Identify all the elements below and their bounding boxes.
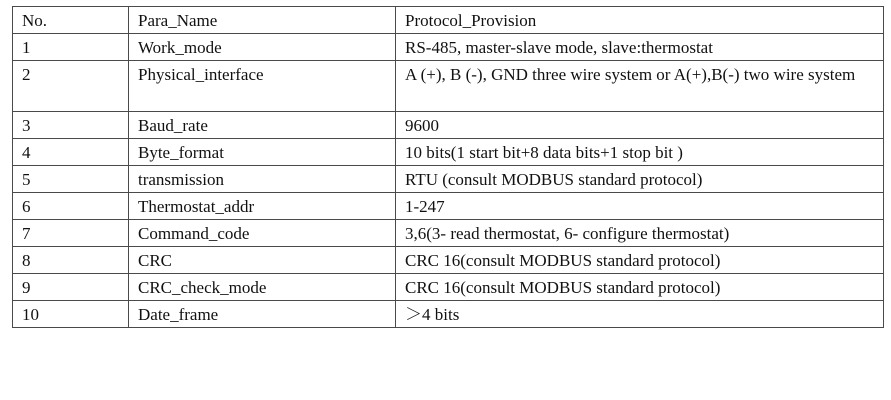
header-para-name: Para_Name xyxy=(129,7,396,34)
cell-no: 2 xyxy=(13,61,129,112)
cell-no: 7 xyxy=(13,220,129,247)
table-row xyxy=(13,301,884,328)
cell-protocol-provision: RS-485, master-slave mode, slave:thermostat xyxy=(396,34,884,61)
table-row xyxy=(13,247,884,274)
table-row xyxy=(13,112,884,139)
table-row xyxy=(13,166,884,193)
table-row xyxy=(13,193,884,220)
cell-para-name: Physical_interface xyxy=(129,61,396,112)
cell-protocol-provision: ＞4 bits xyxy=(396,301,884,328)
cell-protocol-provision: CRC 16(consult MODBUS standard protocol) xyxy=(396,274,884,301)
cell-no: 6 xyxy=(13,193,129,220)
cell-no: 1 xyxy=(13,34,129,61)
cell-para-name: Date_frame xyxy=(129,301,396,328)
cell-para-name: CRC_check_mode xyxy=(129,274,396,301)
table-row xyxy=(13,220,884,247)
cell-para-name: CRC xyxy=(129,247,396,274)
cell-para-name: transmission xyxy=(129,166,396,193)
table-row xyxy=(13,274,884,301)
cell-protocol-provision: 10 bits(1 start bit+8 data bits+1 stop bit ) xyxy=(396,139,884,166)
cell-para-name: Byte_format xyxy=(129,139,396,166)
header-protocol-provision: Protocol_Provision xyxy=(396,7,884,34)
cell-para-name: Thermostat_addr xyxy=(129,193,396,220)
cell-protocol-provision: 9600 xyxy=(396,112,884,139)
table-header-row xyxy=(13,7,884,34)
header-no: No. xyxy=(13,7,129,34)
cell-para-name: Command_code xyxy=(129,220,396,247)
table-row xyxy=(13,139,884,166)
cell-no: 3 xyxy=(13,112,129,139)
cell-no: 9 xyxy=(13,274,129,301)
cell-para-name: Baud_rate xyxy=(129,112,396,139)
protocol-table xyxy=(12,6,884,328)
cell-protocol-provision: A (+), B (-), GND three wire system or A(+),B(-) two wire system xyxy=(396,61,884,112)
cell-protocol-provision: 1-247 xyxy=(396,193,884,220)
cell-protocol-provision: 3,6(3- read thermostat, 6- configure thermostat) xyxy=(396,220,884,247)
cell-no: 8 xyxy=(13,247,129,274)
cell-no: 5 xyxy=(13,166,129,193)
table-row xyxy=(13,34,884,61)
cell-no: 4 xyxy=(13,139,129,166)
cell-protocol-provision: RTU (consult MODBUS standard protocol) xyxy=(396,166,884,193)
cell-no: 10 xyxy=(13,301,129,328)
table-row xyxy=(13,61,884,112)
cell-protocol-provision: CRC 16(consult MODBUS standard protocol) xyxy=(396,247,884,274)
cell-para-name: Work_mode xyxy=(129,34,396,61)
